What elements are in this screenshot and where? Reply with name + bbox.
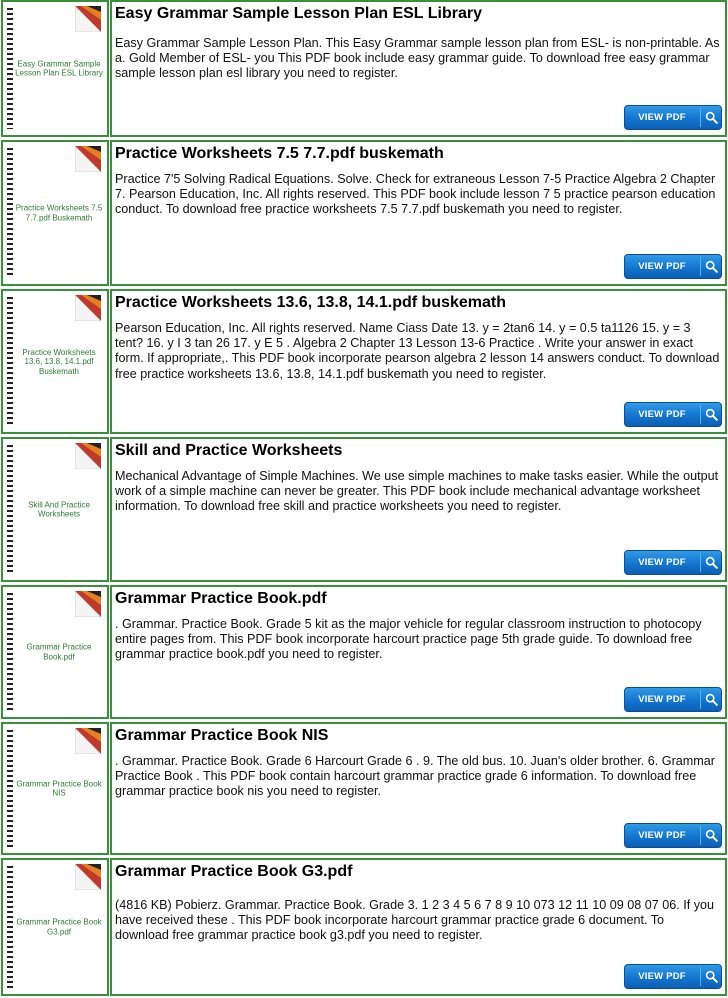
spiral-binding (7, 445, 13, 574)
view-pdf-label: VIEW PDF (638, 112, 686, 123)
button-divider (700, 553, 701, 572)
thumbnail-label: Grammar Practice Book.pdf (26, 642, 92, 661)
pdf-result-content (110, 722, 727, 855)
book-corner-icon (75, 6, 101, 32)
pdf-result-content (110, 0, 727, 137)
result-description: Easy Grammar Sample Lesson Plan. This Easy Grammar sample lesson plan from ESL- is non-printable. As a. Gold Member of ESL- you This PDF book include easy grammar guide. To download free easy grammar sample lesson plan esl library you need to register. (115, 36, 720, 81)
search-icon (705, 408, 718, 421)
thumbnail-label: Skill And Practice Worksheets (28, 500, 90, 519)
result-title[interactable]: Easy Grammar Sample Lesson Plan ESL Library (115, 5, 482, 22)
result-description: . Grammar. Practice Book. Grade 5 kit as the major vehicle for regular classroom instruction to photocopy entire pages from. This PDF book incorporate harcourt practice page 5th grade guide. To download free grammar practice book.pdf you need to register. (115, 617, 702, 662)
thumbnail-label: Grammar Practice Book G3.pdf (16, 917, 102, 936)
thumbnail-label: Practice Worksheets 13.6, 13.8, 14.1.pdf Buskemath (22, 347, 96, 376)
pdf-thumbnail[interactable] (1, 140, 109, 286)
result-description: . Grammar. Practice Book. Grade 6 Harcourt Grade 6 . 9. The old bus. 10. Juan's older brother. 6. Grammar Practice Book . This PDF book contain harcourt grammar practice grade 6 information. To download free grammar practice book nis you need to register. (115, 754, 715, 799)
pdf-thumbnail[interactable] (1, 0, 109, 137)
view-pdf-button[interactable] (624, 105, 722, 130)
button-divider (700, 257, 701, 276)
button-divider (700, 690, 701, 709)
book-corner-icon (75, 864, 101, 890)
pdf-result-content (110, 289, 727, 434)
result-description: Mechanical Advantage of Simple Machines. We use simple machines to make tasks easier. While the output work of a simple machine can never be greater. This PDF book include mechanical advantage worksheet information. To download free skill and practice worksheets you need to register. (115, 469, 719, 514)
result-title[interactable]: Practice Worksheets 13.6, 13.8, 14.1.pdf buskemath (115, 294, 506, 311)
search-icon (705, 693, 718, 706)
view-pdf-button[interactable] (624, 823, 722, 848)
search-icon (705, 111, 718, 124)
pdf-result-item (0, 722, 728, 855)
view-pdf-label: VIEW PDF (638, 971, 686, 982)
book-corner-icon (75, 295, 101, 321)
pdf-thumbnail[interactable] (1, 858, 109, 996)
view-pdf-label: VIEW PDF (638, 557, 686, 568)
spiral-binding (7, 866, 13, 988)
view-pdf-button[interactable] (624, 550, 722, 575)
pdf-thumbnail[interactable] (1, 437, 109, 582)
view-pdf-button[interactable] (624, 687, 722, 712)
result-title[interactable]: Grammar Practice Book G3.pdf (115, 863, 353, 880)
pdf-thumbnail[interactable] (1, 289, 109, 434)
pdf-result-item (0, 858, 728, 996)
result-description: (4816 KB) Pobierz. Grammar. Practice Book. Grade 3. 1 2 3 4 5 6 7 8 9 10 073 12 11 10 09 08 07 06. If you have received these . This PDF book incorporate harcourt grammar practice grade 6 document. To download free grammar practice book g3.pdf you need to register. (115, 898, 715, 943)
book-corner-icon (75, 146, 101, 172)
search-icon (705, 829, 718, 842)
pdf-result-content (110, 437, 727, 582)
result-title[interactable]: Skill and Practice Worksheets (115, 442, 343, 459)
result-description: Pearson Education, Inc. All rights reserved. Name Ciass Date 13. y = 2tan6 14. y = 0.5 ta1126 15. y = 3 tent? 16. y I 3 tan 26 17. y E 5 . Algebra 2 Chapter 13 Lesson 13-6 Practice . Write your answer in exact form. If appropriate,. This PDF book incorporate pearson algebra 2 lesson 14 answers conduct. To download free practice worksheets 13.6, 13.8, 14.1.pdf buskemath you need to register. (115, 321, 720, 381)
thumbnail-label: Easy Grammar Sample Lesson Plan ESL Library (15, 59, 103, 78)
view-pdf-button[interactable] (624, 964, 722, 989)
book-corner-icon (75, 728, 101, 754)
pdf-result-content (110, 858, 727, 996)
button-divider (700, 405, 701, 424)
pdf-result-content (110, 585, 727, 719)
view-pdf-label: VIEW PDF (638, 409, 686, 420)
button-divider (700, 967, 701, 986)
pdf-thumbnail[interactable] (1, 722, 109, 855)
spiral-binding (7, 8, 13, 129)
book-corner-icon (75, 591, 101, 617)
view-pdf-button[interactable] (624, 402, 722, 427)
button-divider (700, 826, 701, 845)
view-pdf-label: VIEW PDF (638, 830, 686, 841)
search-icon (705, 260, 718, 273)
result-title[interactable]: Grammar Practice Book NIS (115, 727, 329, 744)
book-corner-icon (75, 443, 101, 469)
view-pdf-label: VIEW PDF (638, 694, 686, 705)
thumbnail-label: Practice Worksheets 7.5 7.7.pdf Buskemath (15, 203, 103, 222)
search-icon (705, 556, 718, 569)
result-title[interactable]: Practice Worksheets 7.5 7.7.pdf buskemath (115, 145, 444, 162)
view-pdf-button[interactable] (624, 254, 722, 279)
view-pdf-label: VIEW PDF (638, 261, 686, 272)
button-divider (700, 108, 701, 127)
pdf-result-item (0, 585, 728, 719)
spiral-binding (7, 297, 13, 426)
spiral-binding (7, 730, 13, 847)
pdf-thumbnail[interactable] (1, 585, 109, 719)
pdf-result-item (0, 140, 728, 286)
spiral-binding (7, 148, 13, 278)
pdf-result-item (0, 289, 728, 434)
search-icon (705, 970, 718, 983)
result-description: Practice 7'5 Solving Radical Equations. Solve. Check for extraneous Lesson 7-5 Practice Algebra 2 Chapter 7. Pearson Education, Inc. All rights reserved. This PDF book include lesson 7 5 practice pearson education conduct. To download free practice worksheets 7.5 7.7.pdf buskemath you need to register. (115, 172, 716, 217)
pdf-result-content (110, 140, 727, 286)
thumbnail-label: Grammar Practice Book NIS (16, 779, 102, 798)
result-title[interactable]: Grammar Practice Book.pdf (115, 590, 327, 607)
pdf-result-item (0, 437, 728, 582)
spiral-binding (7, 593, 13, 711)
pdf-result-item (0, 0, 728, 137)
